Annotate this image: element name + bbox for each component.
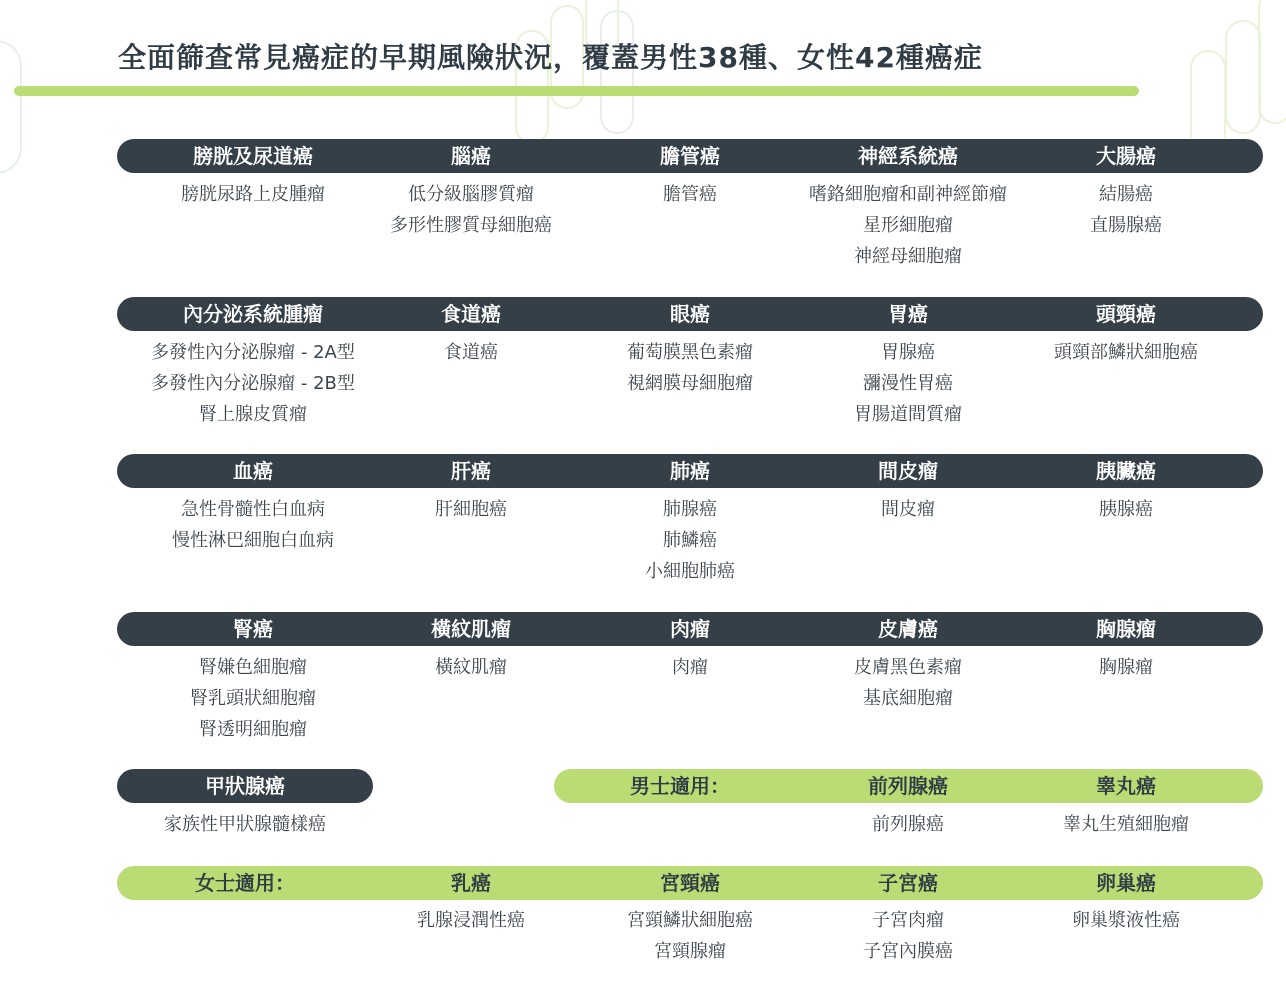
category-header: 前列腺癌 <box>868 774 948 798</box>
cancer-item: 腎上腺皮質瘤 <box>199 404 307 425</box>
cancer-item: 肺鱗癌 <box>663 530 717 551</box>
cancer-item: 頭頸部鱗狀細胞癌 <box>1054 342 1198 363</box>
cancer-item: 家族性甲狀腺髓樣癌 <box>164 814 326 835</box>
category-header: 頭頸癌 <box>1096 302 1156 326</box>
category-header: 胸腺瘤 <box>1096 617 1156 641</box>
category-header: 血癌 <box>233 459 273 483</box>
decorative-outline <box>1258 0 1286 124</box>
cancer-item: 多發性內分泌腺瘤 - 2A型 <box>151 342 355 363</box>
cancer-item: 宮頸腺瘤 <box>654 941 726 962</box>
category-header: 橫紋肌瘤 <box>431 617 511 641</box>
category-header: 宮頸癌 <box>660 871 720 895</box>
category-header: 卵巢癌 <box>1096 871 1156 895</box>
category-header: 胃癌 <box>888 302 928 326</box>
cancer-item: 多形性膠質母細胞癌 <box>390 215 552 236</box>
cancer-item: 腎嫌色細胞瘤 <box>199 657 307 678</box>
category-header: 腦癌 <box>451 144 491 168</box>
category-header: 神經系統癌 <box>858 144 958 168</box>
category-header: 甲狀腺癌 <box>205 774 285 798</box>
cancer-item: 基底細胞瘤 <box>863 688 953 709</box>
cancer-item: 膽管癌 <box>663 184 717 205</box>
cancer-item: 嗜鉻細胞瘤和副神經節瘤 <box>809 184 1007 205</box>
cancer-item: 結腸癌 <box>1099 184 1153 205</box>
category-header: 胰臟癌 <box>1096 459 1156 483</box>
women-label: 女士適用： <box>195 871 295 895</box>
cancer-item: 胃腸道間質瘤 <box>854 404 962 425</box>
cancer-item: 前列腺癌 <box>872 814 944 835</box>
category-header: 大腸癌 <box>1096 144 1156 168</box>
cancer-item: 卵巢漿液性癌 <box>1072 910 1180 931</box>
cancer-item: 多發性內分泌腺瘤 - 2B型 <box>151 373 355 394</box>
cancer-item: 神經母細胞瘤 <box>854 246 962 267</box>
category-header: 睾丸癌 <box>1096 774 1156 798</box>
cancer-item: 胃腺癌 <box>881 342 935 363</box>
cancer-item: 慢性淋巴細胞白血病 <box>172 530 334 551</box>
category-header: 肺癌 <box>670 459 710 483</box>
cancer-item: 腎乳頭狀細胞瘤 <box>190 688 316 709</box>
cancer-item: 視網膜母細胞瘤 <box>627 373 753 394</box>
decorative-outline <box>0 40 22 174</box>
page-title: 全面篩查常見癌症的早期風險狀況，覆蓋男性38種、女性42種癌症 <box>118 41 983 74</box>
cancer-item: 胰腺癌 <box>1099 499 1153 520</box>
men-label: 男士適用： <box>630 774 730 798</box>
cancer-item: 食道癌 <box>444 342 498 363</box>
cancer-item: 間皮瘤 <box>881 499 935 520</box>
cancer-item: 肺腺癌 <box>663 499 717 520</box>
cancer-item: 乳腺浸潤性癌 <box>417 910 525 931</box>
category-header: 間皮瘤 <box>878 459 938 483</box>
cancer-item: 直腸腺癌 <box>1090 215 1162 236</box>
category-header: 腎癌 <box>233 617 273 641</box>
category-header: 皮膚癌 <box>878 617 938 641</box>
cancer-item: 膀胱尿路上皮腫瘤 <box>181 184 325 205</box>
cancer-item: 睾丸生殖細胞瘤 <box>1063 814 1189 835</box>
category-header: 肉瘤 <box>670 617 710 641</box>
title-underline <box>14 86 1139 96</box>
cancer-item: 子宮內膜癌 <box>863 941 953 962</box>
cancer-item: 皮膚黑色素瘤 <box>854 657 962 678</box>
cancer-item: 星形細胞瘤 <box>863 215 953 236</box>
cancer-item: 瀰漫性胃癌 <box>863 373 953 394</box>
decorative-outline <box>1225 20 1261 134</box>
cancer-item: 急性骨髓性白血病 <box>181 499 325 520</box>
cancer-item: 腎透明細胞瘤 <box>199 719 307 740</box>
cancer-item: 橫紋肌瘤 <box>435 657 507 678</box>
category-header: 內分泌系統腫瘤 <box>183 302 323 326</box>
cancer-item: 宮頸鱗狀細胞癌 <box>627 910 753 931</box>
category-header: 乳癌 <box>451 871 491 895</box>
category-header: 膽管癌 <box>660 144 720 168</box>
category-header: 肝癌 <box>451 459 491 483</box>
category-header: 眼癌 <box>670 302 710 326</box>
cancer-item: 葡萄膜黑色素瘤 <box>627 342 753 363</box>
cancer-item: 胸腺瘤 <box>1099 657 1153 678</box>
category-header: 膀胱及尿道癌 <box>193 144 313 168</box>
cancer-item: 肉瘤 <box>672 657 708 678</box>
cancer-item: 小細胞肺癌 <box>645 561 735 582</box>
cancer-item: 子宮肉瘤 <box>872 910 944 931</box>
cancer-item: 低分級腦膠質瘤 <box>408 184 534 205</box>
cancer-item: 肝細胞癌 <box>435 499 507 520</box>
category-header: 子宮癌 <box>878 871 938 895</box>
category-header: 食道癌 <box>441 302 501 326</box>
